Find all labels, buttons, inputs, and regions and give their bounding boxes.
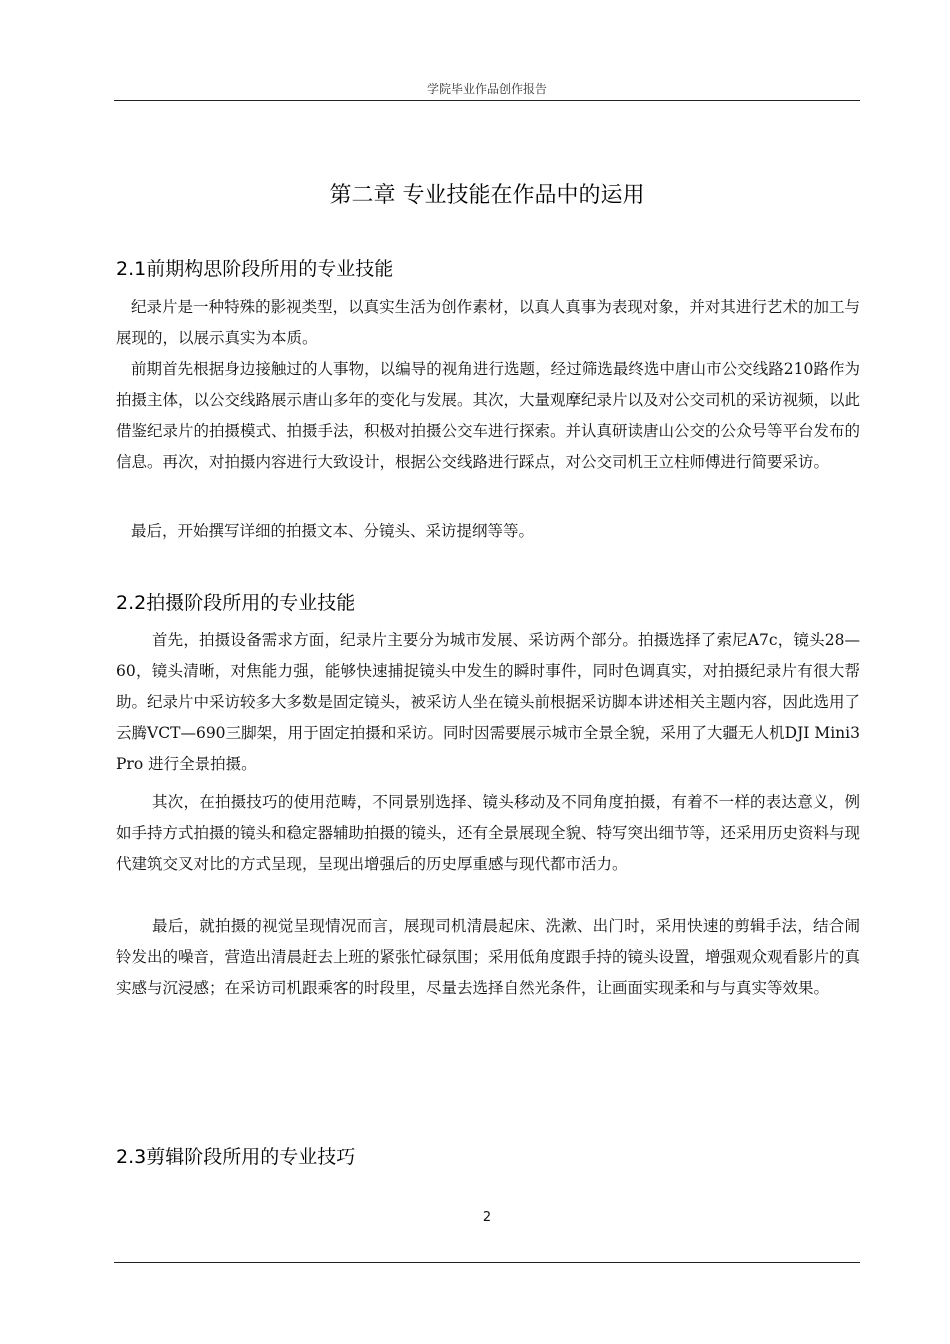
chapter-title: 第二章 专业技能在作品中的运用 bbox=[329, 183, 645, 208]
footer-rule bbox=[114, 1262, 860, 1263]
section-heading-2-2: 2.2拍摄阶段所用的专业技能 bbox=[116, 592, 356, 614]
paragraph: 首先，拍摄设备需求方面，纪录片主要分为城市发展、采访两个部分。拍摄选择了索尼A7c，镜头28—60，镜头清晰，对焦能力强，能够快速捕捉镜头中发生的瞬时事件，同时色调真实，对拍摄纪录片有很大帮助。纪录片中采访较多大多数是固定镜头，被采访人坐在镜头前根据采访脚本讲述相关主题内容，因此选用了云腾VCT—690三脚架，用于固定拍摄和采访。同时因需要展示城市全景全貌，采用了大疆无人机DJI Mini3 Pro 进行全景拍摄。 bbox=[116, 631, 861, 773]
section-heading-2-1: 2.1前期构思阶段所用的专业技能 bbox=[116, 258, 394, 280]
page-number: 2 bbox=[482, 1210, 492, 1225]
paragraph: 前期首先根据身边接触过的人事物，以编导的视角进行选题，经过筛选最终选中唐山市公交线路210路作为拍摄主体，以公交线路展示唐山多年的变化与发展。其次，大量观摩纪录片以及对公交司机的采访视频，以此借鉴纪录片的拍摄模式、拍摄手法，积极对拍摄公交车进行探索。并认真研读唐山公交的公众号等平台发布的信息。再次，对拍摄内容进行大致设计，根据公交线路进行踩点，对公交司机王立柱师傅进行简要采访。 bbox=[116, 360, 861, 471]
paragraph: 最后，就拍摄的视觉呈现情况而言，展现司机清晨起床、洗漱、出门时，采用快速的剪辑手法，结合闹铃发出的噪音，营造出清晨赶去上班的紧张忙碌氛围；采用低角度跟手持的镜头设置，增强观众观看影片的真实感与沉浸感；在采访司机跟乘客的时段里，尽量去选择自然光条件，让画面实现柔和与与真实等效果。 bbox=[116, 917, 861, 997]
section-heading-2-3: 2.3剪辑阶段所用的专业技巧 bbox=[116, 1146, 356, 1168]
paragraph: 其次，在拍摄技巧的使用范畴，不同景别选择、镜头移动及不同角度拍摄，有着不一样的表达意义，例如手持方式拍摄的镜头和稳定器辅助拍摄的镜头，还有全景展现全貌、特写突出细节等，还采用历史资料与现代建筑交叉对比的方式呈现，呈现出增强后的历史厚重感与现代都市活力。 bbox=[116, 793, 861, 873]
paragraph: 纪录片是一种特殊的影视类型，以真实生活为创作素材，以真人真事为表现对象，并对其进行艺术的加工与展现的，以展示真实为本质。 bbox=[116, 298, 860, 347]
page-header-title: 学院毕业作品创作报告 bbox=[426, 82, 547, 96]
header-rule bbox=[114, 100, 860, 101]
paragraph: 最后，开始撰写详细的拍摄文本、分镜头、采访提纲等等。 bbox=[131, 522, 535, 540]
